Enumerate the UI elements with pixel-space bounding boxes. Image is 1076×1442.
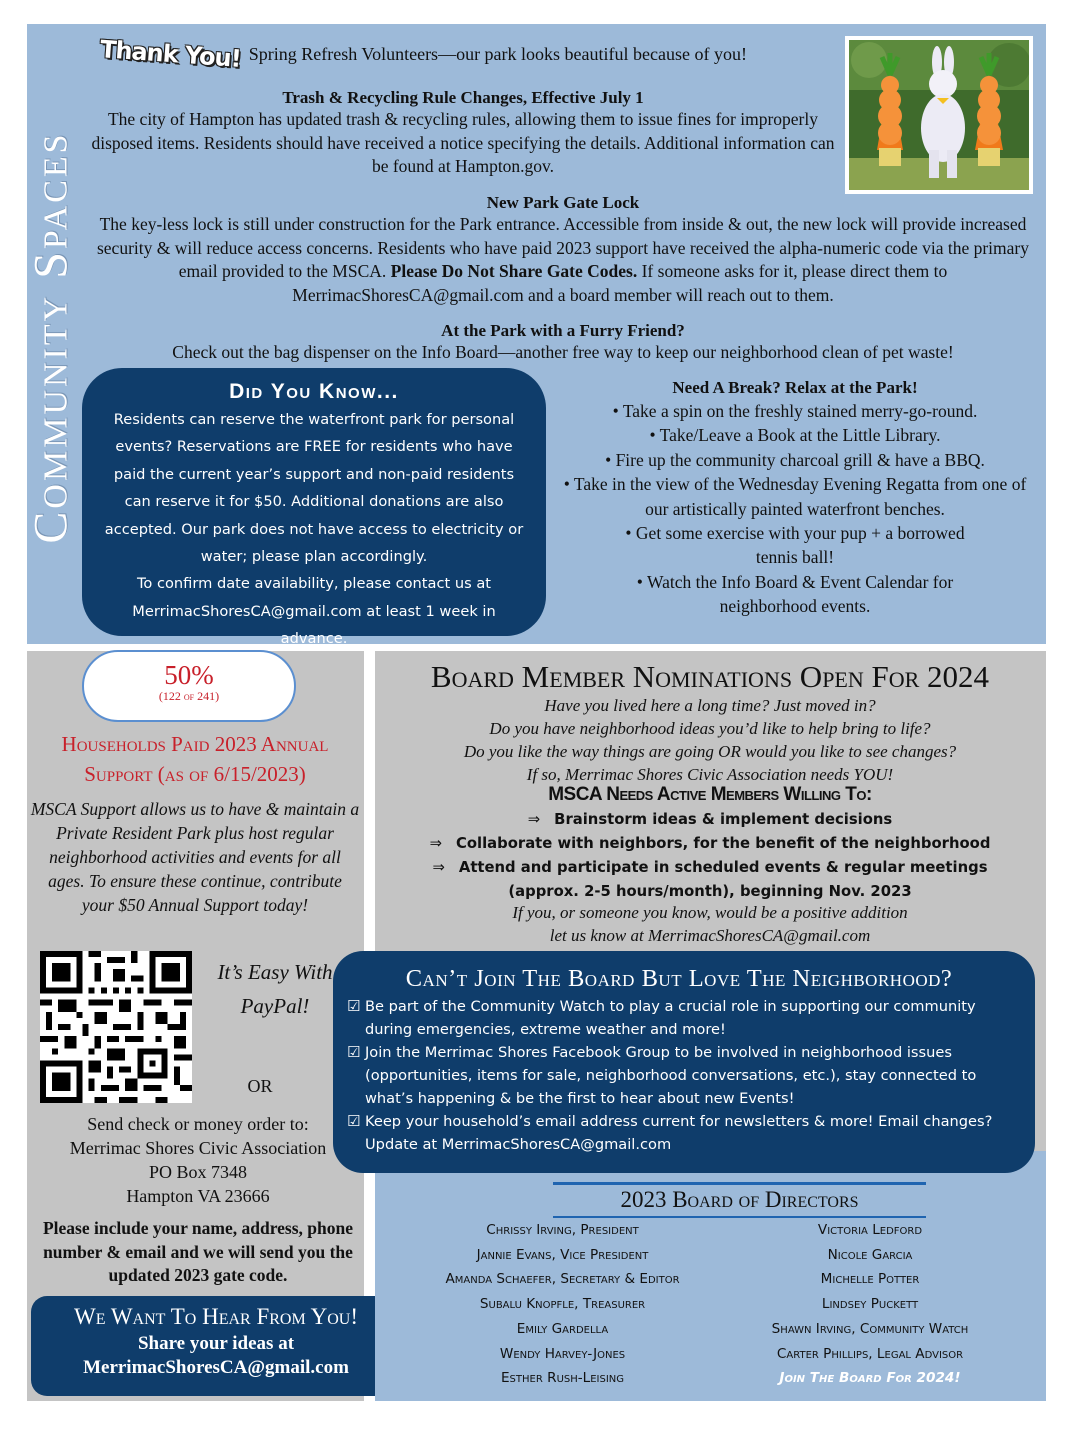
list-item-text: Be part of the Community Watch to play a crucial role in supporting our community during emergencies, extreme weather and more!: [365, 998, 976, 1038]
list-item-text: Collaborate with neighbors, for the benefit of the neighborhood: [455, 835, 991, 852]
cant-join-title: Can’t Join The Board But Love The Neighborhood?: [405, 965, 953, 992]
paid-count: (122 of 241): [158, 689, 220, 703]
gate-section: [88, 193, 1038, 307]
support-text: MSCA Support allows us to have & maintain a Private Resident Park plus host regular neighborhood activities and events for all ages. To ensure these continue, contribute your $50 Annual Support today!: [30, 799, 360, 915]
nominations-foot2: let us know at MerrimacShoresCA@gmail.com: [549, 926, 871, 945]
furry-heading: At the Park with a Furry Friend?: [441, 321, 685, 340]
list-item: • Get some exercise with your pup + a borrowed tennis ball!: [625, 523, 965, 568]
or-text: OR: [247, 1076, 273, 1096]
qr-code-icon: [40, 951, 192, 1103]
list-item: Chrissy Irving, President: [486, 1222, 639, 1238]
check-box-icon: ☑: [347, 1043, 361, 1061]
nominations-needs: MSCA Needs Active Members Willing To:: [548, 784, 872, 805]
right-arrow-icon: ⇒: [432, 859, 445, 876]
list-item: [347, 1041, 1011, 1110]
hear-email[interactable]: MerrimacShoresCA@gmail.com: [83, 1357, 349, 1378]
side-title: [26, 92, 76, 582]
thank-you-row: [100, 36, 840, 72]
board-title: 2023 Board of Directors: [620, 1187, 859, 1212]
did-you-know-text: Residents can reserve the waterfront park for personal events? Reservations are FREE for residents who have paid the current year’s support and non-paid residents can reserve it for $50. Additional donations are also accepted. Our park does not have access to electricity or water; please plan accordingly.: [104, 411, 524, 566]
join-board-link[interactable]: Join The Board For 2024!: [779, 1370, 961, 1387]
did-you-know-box: [82, 368, 546, 648]
bunny-photo-icon: [849, 40, 1029, 190]
furry-friend-section: [88, 321, 1038, 365]
list-item: Shawn Irving, Community Watch: [771, 1320, 969, 1337]
thank-you-word: Thank You!: [99, 35, 242, 73]
list-item-extra: (approx. 2-5 hours/month), beginning Nov. 2023: [508, 883, 912, 900]
include-note: Please include your name, address, phone number & email and we will send you the updated 2023 gate code.: [42, 1218, 353, 1285]
hear-line1: Share your ideas at: [137, 1333, 295, 1354]
mail-address: [30, 1112, 366, 1208]
nominations-questions: [380, 694, 1040, 786]
list-item: [347, 1110, 1011, 1156]
list-item-text: Brainstorm ideas & implement decisions: [554, 811, 893, 828]
list-item: [380, 808, 1040, 832]
relax-heading: Need A Break? Relax at the Park!: [672, 378, 918, 397]
list-item: If so, Merrimac Shores Civic Association needs YOU!: [526, 765, 894, 784]
trash-body: The city of Hampton has updated trash & recycling rules, allowing them to issue fines for improperly disposed items. Residents should have received a notice specifying the details. Additional information can be found at Hampton.gov.: [91, 109, 835, 176]
mail-intro: Send check or money order to:: [87, 1114, 309, 1134]
trash-heading: Trash & Recycling Rule Changes, Effective July 1: [282, 88, 644, 107]
gate-heading: New Park Gate Lock: [486, 193, 640, 212]
did-you-know-title: Did You Know...: [229, 380, 399, 403]
mail-box: PO Box 7348: [148, 1162, 247, 1182]
list-item: Have you lived here a long time? Just moved in?: [544, 696, 876, 715]
side-title-text: Community Spaces: [24, 130, 78, 544]
paid-percentage-badge: [82, 650, 296, 722]
paid-title: Households Paid 2023 Annual Support (as of 6/15/2023): [61, 732, 329, 786]
did-you-know-body: [100, 406, 528, 653]
list-item: [347, 995, 1011, 1041]
list-item: Do you like the way things are going OR would you like to see changes?: [463, 742, 957, 761]
furry-body: Check out the bag dispenser on the Info Board—another free way to keep our neighborhood clean of pet waste!: [172, 342, 954, 362]
list-item: • Take a spin on the freshly stained merry-go-round.: [612, 401, 978, 421]
list-item: Subalu Knopfle, Treasurer: [479, 1296, 646, 1313]
check-box-icon: ☑: [347, 1112, 361, 1130]
nominations-foot1: If you, or someone you know, would be a positive addition: [512, 903, 908, 922]
paypal-qr-code[interactable]: [40, 951, 192, 1103]
list-item: Amanda Schaefer, Secretary & Editor: [445, 1271, 680, 1288]
list-item: • Watch the Info Board & Event Calendar for neighborhood events.: [636, 571, 954, 617]
paypal-text: It’s Easy With PayPal!: [217, 960, 333, 1018]
list-item: • Take/Leave a Book at the Little Library.: [649, 425, 941, 446]
nominations-title: Board Member Nominations Open For 2024: [430, 659, 990, 694]
list-item-text: Join the Merrimac Shores Facebook Group to be involved in neighborhood issues (opportunities, items for sale, neighborhood conversations, etc.), stay connected to what’s happening & be the first to hear about new Events!: [365, 1044, 977, 1107]
list-item: • Fire up the community charcoal grill & have a BBQ.: [605, 449, 985, 470]
gate-body-part1: The key-less lock is still under construction for the Park entrance. Accessible from inside & out, the new lock will provide increased security & will reduce access concerns. Residents who have paid 2023 support have received the alpha-numeric code via the primary email provided to the MSCA.: [96, 214, 1030, 281]
list-item: Carter Phillips, Legal Advisor: [776, 1345, 964, 1362]
right-arrow-icon: ⇒: [429, 835, 442, 852]
board-list-right: [725, 1218, 1015, 1391]
nominations-list: [380, 808, 1040, 904]
did-you-know-contact: To confirm date availability, please contact us at MerrimacShoresCA@gmail.com at least 1 week in advance.: [132, 575, 496, 648]
right-arrow-icon: ⇒: [527, 811, 541, 828]
relax-list: [555, 399, 1035, 619]
cant-join-box: [333, 951, 1035, 1173]
check-box-icon: ☑: [347, 997, 361, 1015]
hear-body: [31, 1332, 401, 1380]
gate-body-part2: If someone asks for it, please direct them to MerrimacShoresCA@gmail.com and a board member will reach out to them.: [292, 261, 948, 305]
mail-name: Merrimac Shores Civic Association: [69, 1138, 327, 1158]
gate-body-warning: Please Do Not Share Gate Codes.: [390, 261, 638, 281]
list-item-text: Attend and participate in scheduled events & regular meetings: [458, 859, 988, 876]
board-list-left: [410, 1218, 715, 1391]
hear-from-you-box: [31, 1296, 401, 1396]
list-item: Victoria Ledford: [817, 1222, 923, 1238]
mail-city: Hampton VA 23666: [126, 1186, 270, 1206]
trash-section: [88, 88, 838, 179]
relax-section: [555, 378, 1035, 619]
gate-body: [88, 213, 1038, 307]
volunteer-photo: [845, 36, 1033, 194]
list-item: Nicole Garcia: [827, 1246, 913, 1263]
list-item: • Take in the view of the Wednesday Evening Regatta from one of our artistically painted waterfront benches.: [563, 474, 1027, 519]
nominations-footer: [380, 901, 1040, 947]
paid-percentage: 50%: [164, 660, 214, 690]
list-item: [380, 832, 1040, 856]
list-item: Lindsey Puckett: [821, 1296, 919, 1313]
list-item: Wendy Harvey-Jones: [499, 1345, 626, 1362]
list-item-text: Keep your household’s email address current for newsletters & more! Email changes? Update at MerrimacShoresCA@gmail.com: [365, 1113, 993, 1153]
list-item: Michelle Potter: [820, 1271, 920, 1288]
list-item: Do you have neighborhood ideas you’d like to help bring to life?: [489, 719, 931, 738]
thank-you-text: Spring Refresh Volunteers—our park looks beautiful because of you!: [248, 43, 747, 64]
list-item: [380, 856, 1040, 880]
hear-title: We Want To Hear From You!: [74, 1304, 358, 1329]
list-item: Emily Gardella: [516, 1320, 609, 1337]
list-item: Esther Rush-Leising: [500, 1370, 625, 1387]
list-item: Jannie Evans, Vice President: [476, 1246, 649, 1263]
